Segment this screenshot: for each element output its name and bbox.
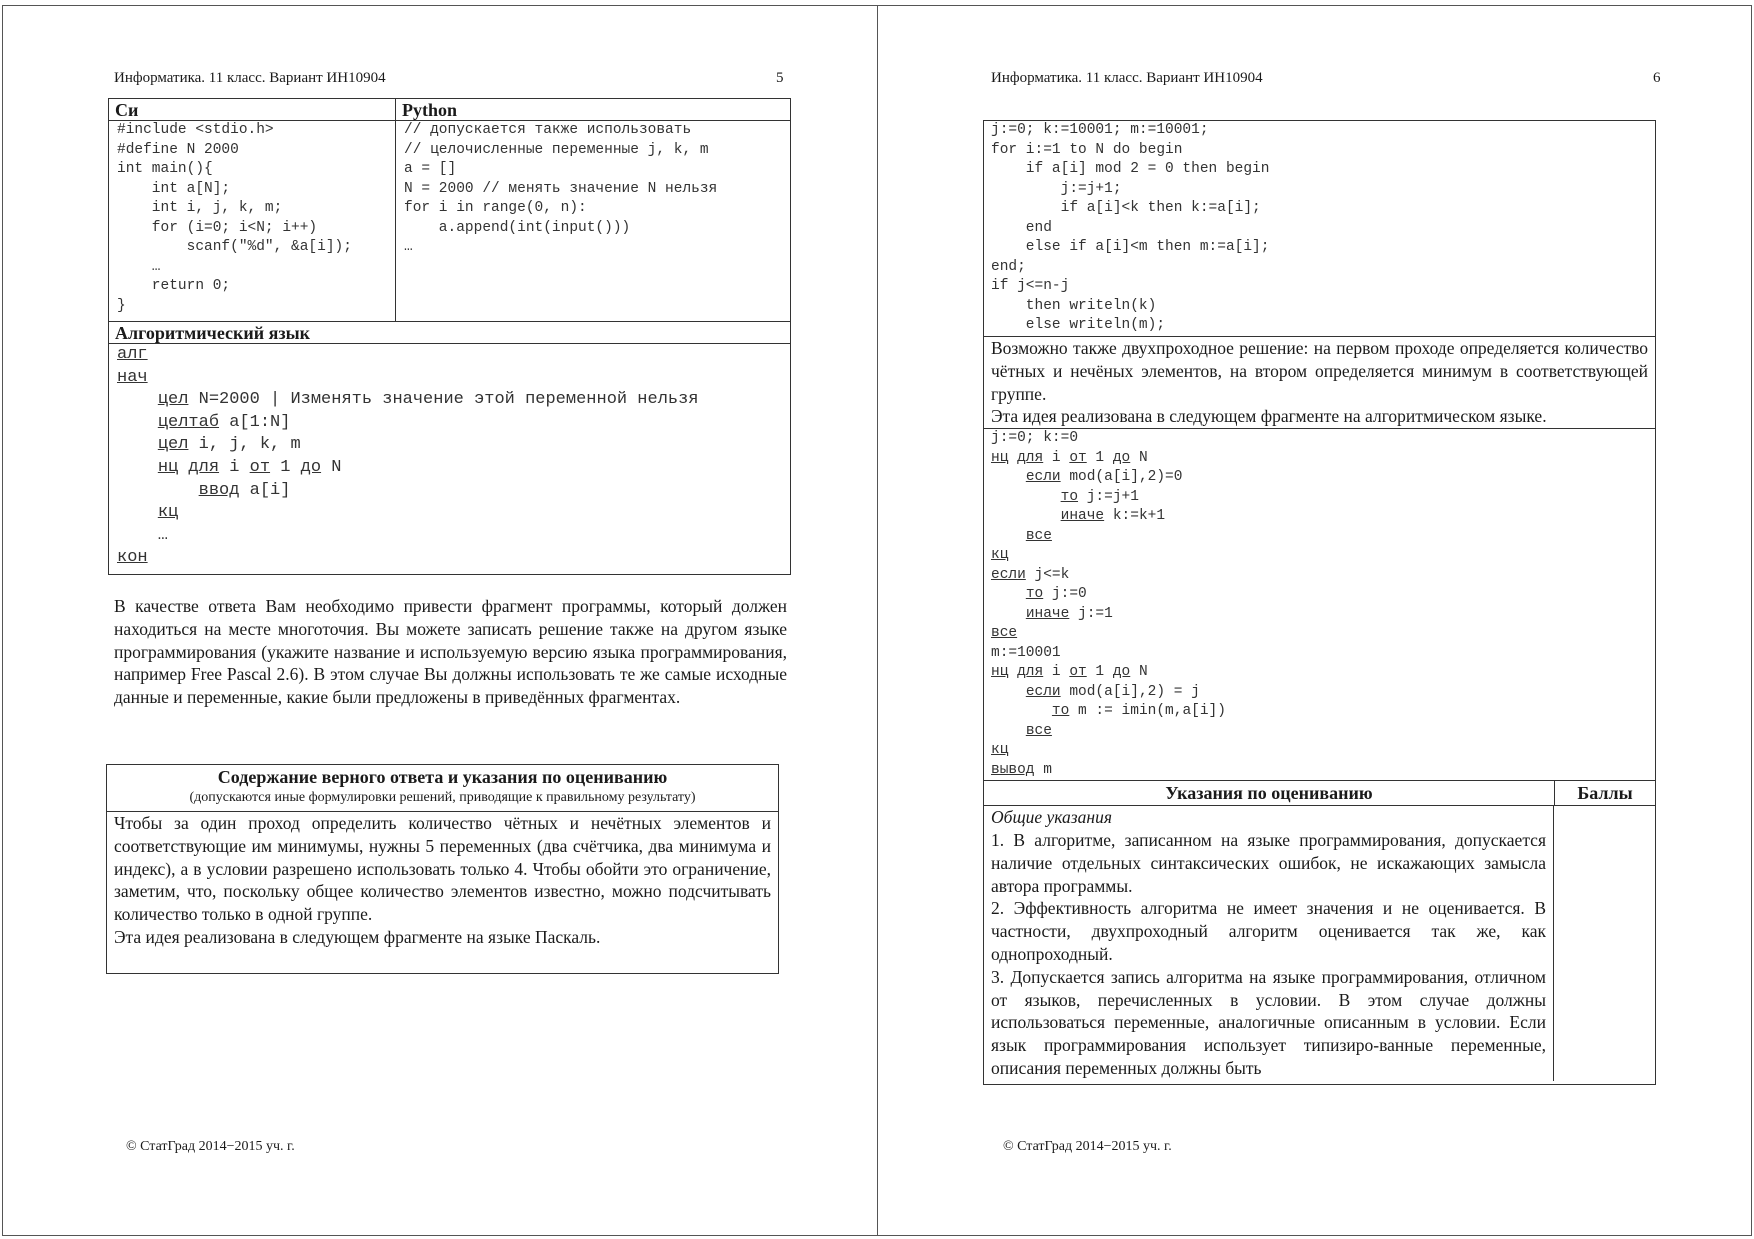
left-page [2, 5, 879, 1236]
grading-cell [984, 806, 1554, 1081]
answer-box [106, 764, 779, 974]
keyword: кц [157, 503, 179, 523]
pascal-code-line: j:=0; k:=10001; m:=10001; [991, 122, 1209, 138]
alg-code-line [117, 457, 782, 480]
keyword: кц [991, 742, 1009, 759]
alg-code-line [991, 761, 1648, 781]
alg-header: Алгоритмический язык [109, 322, 790, 344]
python-code [396, 121, 790, 258]
c-code-line: } [117, 297, 126, 314]
keyword: до [300, 457, 322, 477]
keyword: для [188, 457, 220, 477]
keyword: ввод [198, 480, 240, 500]
code-text [991, 586, 1026, 602]
grading-item-1: 1. В алгоритме, записанном на языке программирования, допускается наличие отдельных синтаксических ошибок, не искажающих замысла автора программы. [991, 829, 1546, 896]
code-text [991, 684, 1026, 700]
keyword: от [249, 457, 271, 477]
pascal-code-line: if a[i] mod 2 = 0 then begin [991, 161, 1270, 177]
code-text [991, 508, 1061, 524]
code-text [117, 481, 199, 500]
code-text [117, 435, 158, 454]
c-code-line: … [117, 258, 161, 275]
code-text: mod(a[i],2) = j [1060, 683, 1200, 700]
grading-header-row [984, 781, 1655, 806]
alg-code-line [117, 525, 782, 548]
alg-code-line [991, 644, 1648, 664]
keyword: кц [991, 547, 1009, 564]
code-text: j:=j+1 [1078, 488, 1139, 505]
alg-code-line [991, 566, 1648, 586]
alg-code-line [991, 527, 1648, 547]
alg-code-right [984, 429, 1655, 781]
pascal-code-line: j:=j+1; [991, 180, 1122, 197]
code-text [117, 503, 158, 522]
alg-code-line [991, 507, 1648, 527]
code-text [117, 413, 158, 432]
grading-item-3: 3. Допускается запись алгоритма на языке программирования, отличном от языков, перечисленных в условии. В этом случае должны использоваться переменные, аналогичные описанным в условии. Если язык программирования использует типизиро-ванные переменные, описания переменных должны быть [991, 966, 1546, 1078]
pascal-code-line: if a[i]<k then k:=a[i]; [991, 200, 1261, 216]
points-cell [1554, 806, 1655, 1081]
c-code-line: #include <stdio.h> [117, 122, 274, 138]
code-text: i [219, 457, 250, 477]
keyword: цел [157, 435, 189, 455]
python-code-line: a.append(int(input())) [404, 219, 631, 236]
keyword: до [1112, 664, 1131, 681]
c-code-line: #define N 2000 [117, 141, 239, 158]
c-header: Си [109, 99, 395, 121]
pascal-code-line: then writeln(k) [991, 297, 1157, 314]
code-text: a[i] [239, 480, 291, 500]
code-text: j:=0; k:=0 [991, 430, 1079, 447]
code-text: N [1130, 664, 1148, 681]
keyword: кон [117, 548, 148, 568]
keyword: все [1025, 527, 1052, 544]
alg-code-line [991, 488, 1648, 508]
keyword: вывод [991, 761, 1035, 778]
page-number: 5 [776, 70, 784, 86]
alg-code-line [991, 741, 1648, 761]
code-text [117, 390, 158, 409]
keyword: от [1069, 664, 1087, 681]
code-text [117, 458, 158, 477]
python-code-line: a = [] [404, 161, 457, 177]
code-text [1008, 664, 1017, 680]
pascal-code-line: else writeln(m); [991, 317, 1166, 333]
alg-code-line [991, 722, 1648, 742]
answer-box-subtitle: (допускаются иные формулировки решений, приводящие к правильному результату) [189, 790, 696, 805]
two-pass-idea: Эта идея реализована в следующем фрагменте на алгоритмическом языке. [984, 405, 1655, 429]
page-footer: © СтатГрад 2014−2015 уч. г. [126, 1139, 295, 1154]
alg-code-line [117, 344, 782, 367]
right-page [877, 5, 1752, 1236]
grading-table [984, 781, 1655, 1081]
python-header: Python [396, 99, 790, 121]
python-code-line: N = 2000 // менять значение N нельзя [404, 180, 718, 197]
python-code-line: … [404, 239, 413, 255]
code-text: m := imin(m,a[i]) [1069, 703, 1226, 720]
alg-code-line [991, 449, 1648, 469]
answer-text: Чтобы за один проход определить количество чётных и нечётных элементов и соответствующие им минимумы, нужны 5 переменных (два счётчика, два минимума и индекс), а в условии разрешено использовать только 4. Чтобы обойти это ограничение, заметим, что, поскольку общее количество элементов известно, можно подсчитывать количество только в одной группе. [114, 813, 771, 925]
alg-code [109, 344, 790, 570]
c-code-line: int main(){ [117, 161, 213, 177]
grading-col-instructions: Указания по оцениванию [984, 781, 1555, 805]
c-code-line: scanf("%d", &a[i]); [117, 239, 352, 255]
code-text: … [117, 525, 169, 545]
code-text [991, 703, 1052, 719]
code-text: m:=10001 [991, 644, 1061, 661]
pascal-code-line: end [991, 219, 1052, 236]
code-text: mod(a[i],2)=0 [1060, 469, 1183, 486]
code-text [991, 489, 1061, 505]
alg-code-line [117, 480, 782, 503]
code-text: 1 [1086, 664, 1113, 681]
code-text: k:=k+1 [1104, 508, 1166, 525]
alg-code-line [117, 434, 782, 457]
code-text [991, 723, 1026, 739]
general-instructions-label: Общие указания [991, 807, 1112, 828]
pascal-code-line: else if a[i]<m then m:=a[i]; [991, 239, 1270, 255]
c-code-line: return 0; [117, 278, 231, 294]
keyword: нач [117, 367, 148, 387]
answer-box-head [107, 765, 778, 812]
grading-col-points: Баллы [1577, 783, 1633, 804]
page-header: Информатика. 11 класс. Вариант ИН10904 [114, 70, 386, 86]
keyword: нц [991, 449, 1009, 466]
two-pass-text: Возможно также двухпроходное решение: на первом проходе определяется количество чётных и нечёных элементов, на втором определяется минимум в соответствующей группе. [991, 338, 1648, 404]
keyword: цел [157, 390, 189, 410]
code-text [991, 528, 1026, 544]
c-code [109, 121, 395, 316]
pascal-code [984, 121, 1655, 337]
keyword: алг [117, 345, 148, 364]
code-text: j:=0 [1043, 586, 1087, 603]
grading-item-2: 2. Эффективность алгоритма не имеет значения и не оценивается. В частности, двухпроходный алгоритм оценивается так же, как однопроходный. [991, 898, 1546, 964]
alg-code-line [991, 702, 1648, 722]
keyword: все [1025, 722, 1052, 739]
c-code-line: int a[N]; [117, 180, 231, 197]
keyword: от [1069, 449, 1087, 466]
python-column [396, 99, 790, 321]
code-table [108, 98, 791, 575]
pascal-code-line: if j<=n-j [991, 278, 1070, 294]
alg-code-line [991, 624, 1648, 644]
keyword: если [1025, 683, 1061, 700]
keyword: целтаб [157, 412, 220, 432]
answer-last-line: Эта идея реализована в следующем фрагменте на языке Паскаль. [114, 926, 601, 947]
python-code-line: // целочисленные переменные j, k, m [404, 141, 709, 158]
answer-box-title: Содержание верного ответа и указания по оцениванию [217, 767, 668, 787]
code-text: i, j, k, m [188, 435, 301, 455]
instructions-paragraph: В качестве ответа Вам необходимо привести фрагмент программы, который должен находиться на месте многоточия. Вы можете записать решение также на другом языке программирования (укажите название и используемую версию языка программирования, например Free Pascal 2.6). В этом случае Вы должны использовать те же самые исходные данные и переменные, какие были предложены в приведённых фрагментах. [114, 596, 787, 708]
alg-code-line [991, 663, 1648, 683]
pascal-code-line: for i:=1 to N do begin [991, 141, 1183, 158]
code-text: 1 [1086, 449, 1113, 466]
keyword: все [991, 625, 1018, 642]
keyword: то [1051, 703, 1070, 720]
solution-table [983, 120, 1656, 1085]
keyword: нц [157, 457, 179, 477]
code-text: a[1:N] [219, 412, 291, 432]
c-column [109, 99, 396, 321]
code-text [991, 606, 1026, 622]
code-text: N=2000 | Изменять значение этой переменной нельзя [188, 390, 699, 410]
keyword: для [1017, 664, 1044, 681]
keyword: до [1112, 449, 1131, 466]
alg-code-line [117, 547, 782, 570]
alg-code-line [117, 502, 782, 525]
keyword: если [1025, 469, 1061, 486]
keyword: то [1025, 586, 1044, 603]
code-text: i [1043, 449, 1070, 466]
alg-code-line [991, 605, 1648, 625]
keyword: для [1017, 449, 1044, 466]
code-text [178, 458, 188, 477]
python-code-line: for i in range(0, n): [404, 200, 587, 216]
code-text: j:=1 [1069, 605, 1113, 622]
alg-code-line [991, 585, 1648, 605]
page-header: Информатика. 11 класс. Вариант ИН10904 [991, 70, 1263, 86]
code-text: i [1043, 664, 1070, 681]
code-text: j<=k [1025, 566, 1070, 583]
alg-code-line [117, 367, 782, 390]
keyword: нц [991, 664, 1009, 681]
alg-code-line [117, 389, 782, 412]
grading-body-row [984, 806, 1655, 1081]
keyword: если [991, 566, 1026, 583]
c-code-line: for (i=0; i<N; i++) [117, 219, 318, 236]
keyword: иначе [1060, 508, 1105, 525]
code-text: N [321, 457, 342, 477]
code-text [991, 469, 1026, 485]
alg-code-line [991, 683, 1648, 703]
code-text: m [1034, 761, 1052, 778]
page-footer: © СтатГрад 2014−2015 уч. г. [1003, 1139, 1172, 1154]
alg-code-line [991, 546, 1648, 566]
alg-section [109, 321, 790, 570]
python-code-line: // допускается также использовать [404, 122, 692, 138]
code-text: N [1130, 449, 1148, 466]
c-code-line: int i, j, k, m; [117, 200, 283, 216]
pascal-code-line: end; [991, 258, 1026, 275]
code-text: 1 [270, 457, 301, 477]
code-text [1008, 450, 1017, 466]
keyword: то [1060, 488, 1079, 505]
alg-code-line [117, 412, 782, 435]
alg-code-line [991, 468, 1648, 488]
keyword: иначе [1025, 605, 1070, 622]
page-number: 6 [1653, 70, 1661, 86]
alg-code-line [991, 429, 1648, 449]
